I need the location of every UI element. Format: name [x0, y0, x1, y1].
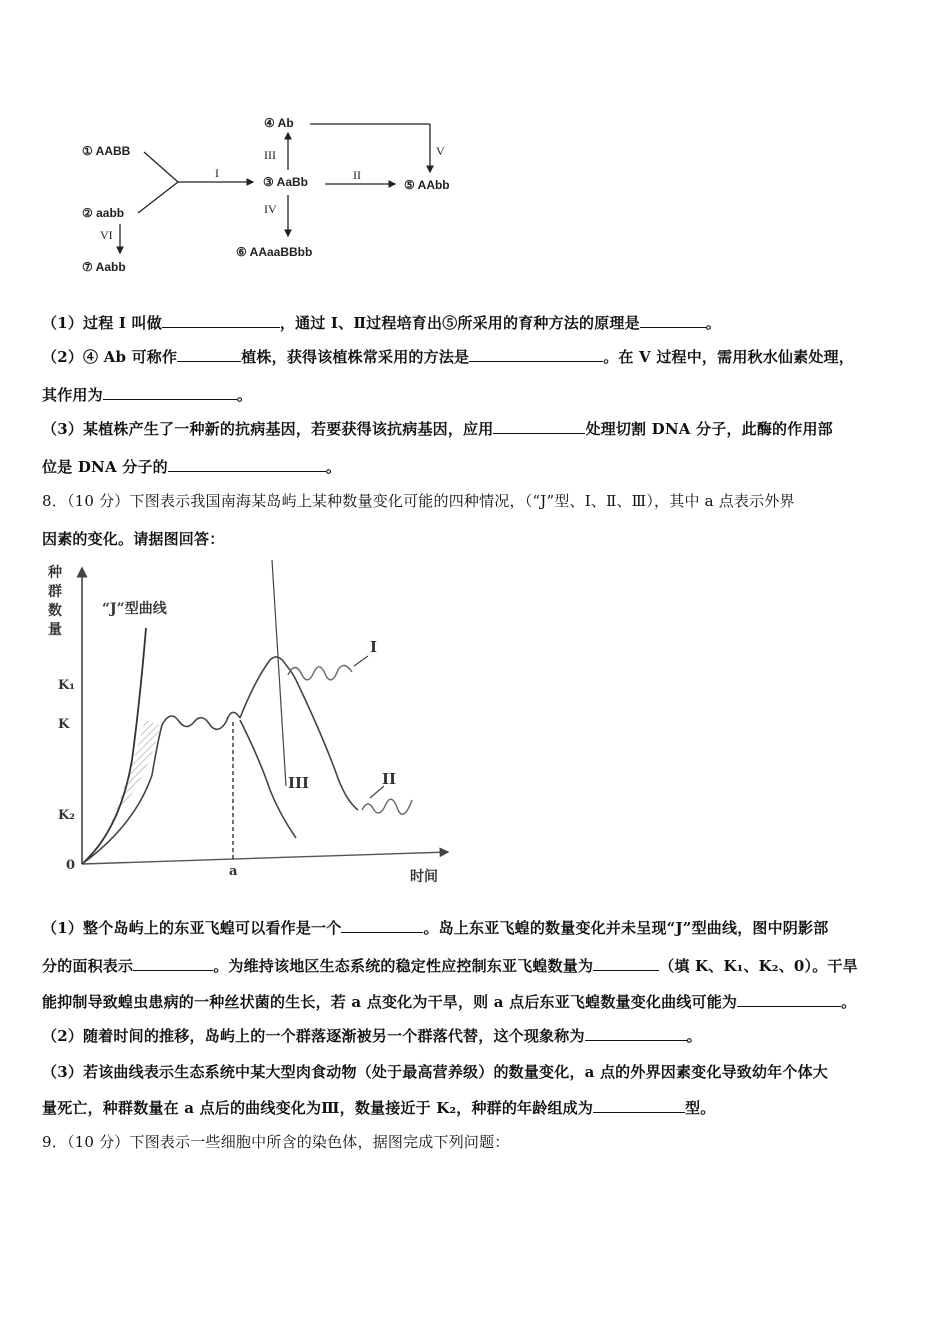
q8-part1-text-d: 。为维持该地区生态系统的稳定性应控制东亚飞蝗数量为: [213, 957, 594, 975]
q8-part1-text-e: （填 K、K₁、K₂、0）。干旱: [659, 957, 858, 975]
q7-part2-text-c: 。在 V 过程中，需用秋水仙素处理，: [603, 348, 854, 366]
process-VI-label: VI: [100, 228, 113, 242]
process-I-label: I: [215, 166, 219, 180]
tick-k2: K₂: [58, 808, 75, 823]
answer-blank[interactable]: [593, 956, 659, 971]
j-curve-label: “J”型曲线: [102, 601, 167, 617]
answer-blank[interactable]: [737, 992, 841, 1007]
answer-blank[interactable]: [593, 1098, 685, 1113]
q7-part3-text-b: 处理切割 DNA 分子，此酶的作用部: [585, 420, 833, 438]
curve-III-label: III: [288, 774, 310, 792]
answer-blank[interactable]: [133, 956, 213, 971]
q8-part2-text-b: 。: [686, 1027, 702, 1045]
q9-stem: 9．（10 分）下图表示一些细胞中所含的染色体，据图完成下列问题：: [42, 1133, 510, 1151]
tick-a: a: [229, 864, 238, 879]
q8-part3-text-a: （3）若该曲线表示生态系统中某大型肉食动物（处于最高营养级）的数量变化，a 点的外界因素变化导致幼年个体大: [42, 1063, 828, 1081]
q7-part3-text-a: （3）某植株产生了一种新的抗病基因，若要获得该抗病基因，应用: [42, 420, 494, 438]
q8-part3-cont: [42, 1097, 715, 1118]
process-II-label: II: [353, 168, 361, 182]
q7-part3-text-d: 。: [325, 458, 342, 476]
q8-part3-text-b: 量死亡，种群数量在 a 点后的曲线变化为Ⅲ，数量接近于 K₂，种群的年龄组成为: [42, 1099, 594, 1117]
q8-part1-text-b: 。岛上东亚飞蝗的数量变化并未呈现“J”型曲线，图中阴影部: [423, 919, 829, 937]
q7-part1-text-b: ，通过 I、Ⅱ过程培育出⑤所采用的育种方法的原理是: [279, 314, 640, 332]
q8-part1-text-c: 分的面积表示: [42, 957, 134, 975]
q8-part2: [42, 1025, 702, 1046]
q8-stem-cont: 因素的变化。请据图回答：: [42, 530, 225, 548]
q7-part2-text-a: （2）④ Ab 可称作: [42, 348, 178, 366]
q7-part3: [42, 418, 833, 439]
tick-k: K: [58, 717, 70, 732]
q8-part1-cont1: [42, 955, 858, 976]
tick-origin: 0: [66, 858, 76, 873]
q8-part1-text-f: 能抑制导致蝗虫患病的一种丝状菌的生长，若 a 点变化为干旱，则 a 点后东亚飞蝗数量变化曲线可能为: [42, 993, 738, 1011]
process-IV-label: IV: [264, 202, 277, 216]
breeding-diagram: [70, 100, 490, 290]
node-2: ② aabb: [82, 206, 125, 220]
q8-part1: [42, 917, 828, 938]
y-axis-label: 种 群 数 量: [48, 565, 62, 638]
process-III-label: III: [264, 148, 276, 162]
answer-blank[interactable]: [168, 457, 326, 472]
x-axis-label: 时间: [410, 869, 438, 885]
q7-part2: [42, 346, 854, 367]
answer-blank[interactable]: [177, 347, 241, 362]
answer-blank[interactable]: [585, 1026, 687, 1041]
node-3: ③ AaBb: [263, 175, 308, 189]
node-6: ⑥ AAaaBBbb: [236, 245, 313, 259]
node-4: ④ Ab: [264, 116, 294, 130]
q7-part1-text-c: 。: [705, 314, 721, 332]
q7-part2-text-d: 其作用为: [42, 386, 103, 404]
curve-I-label: I: [370, 638, 378, 656]
q7-part3-cont: [42, 456, 341, 477]
q7-part2-text-b: 植株，获得该植株常采用的方法是: [241, 348, 470, 366]
q8-stem: 8．（10 分）下图表示我国南海某岛屿上某种数量变化可能的四种情况，（“J”型、Ⅰ、Ⅱ、Ⅲ），其中 a 点表示外界: [42, 492, 795, 510]
q8-part2-text-a: （2）随着时间的推移，岛屿上的一个群落逐渐被另一个群落代替，这个现象称为: [42, 1027, 585, 1045]
curve-II-label: II: [382, 770, 397, 788]
node-5: ⑤ AAbb: [404, 178, 450, 192]
node-1: ① AABB: [82, 144, 131, 158]
population-chart: [40, 560, 460, 890]
process-V-label: V: [436, 144, 445, 158]
q8-part3-text-c: 型。: [685, 1099, 716, 1117]
q7-part1: [42, 312, 721, 333]
q8-part1-text-a: （1）整个岛屿上的东亚飞蝗可以看作是一个: [42, 919, 342, 937]
answer-blank[interactable]: [469, 347, 603, 362]
answer-blank[interactable]: [162, 313, 280, 328]
answer-blank[interactable]: [493, 419, 585, 434]
q7-part2-cont: [42, 384, 252, 405]
q8-part1-text-g: 。: [841, 993, 857, 1011]
answer-blank[interactable]: [341, 918, 423, 933]
node-7: ⑦ Aabb: [82, 260, 126, 274]
q7-part2-text-e: 。: [236, 386, 253, 404]
tick-k1: K₁: [58, 678, 75, 693]
q7-part1-text-a: （1）过程 I 叫做: [42, 314, 162, 332]
q7-part3-text-c: 位是 DNA 分子的: [42, 458, 168, 476]
answer-blank[interactable]: [640, 313, 706, 328]
q8-part3: [42, 1061, 828, 1082]
answer-blank[interactable]: [103, 385, 237, 400]
q8-part1-cont2: [42, 991, 856, 1012]
